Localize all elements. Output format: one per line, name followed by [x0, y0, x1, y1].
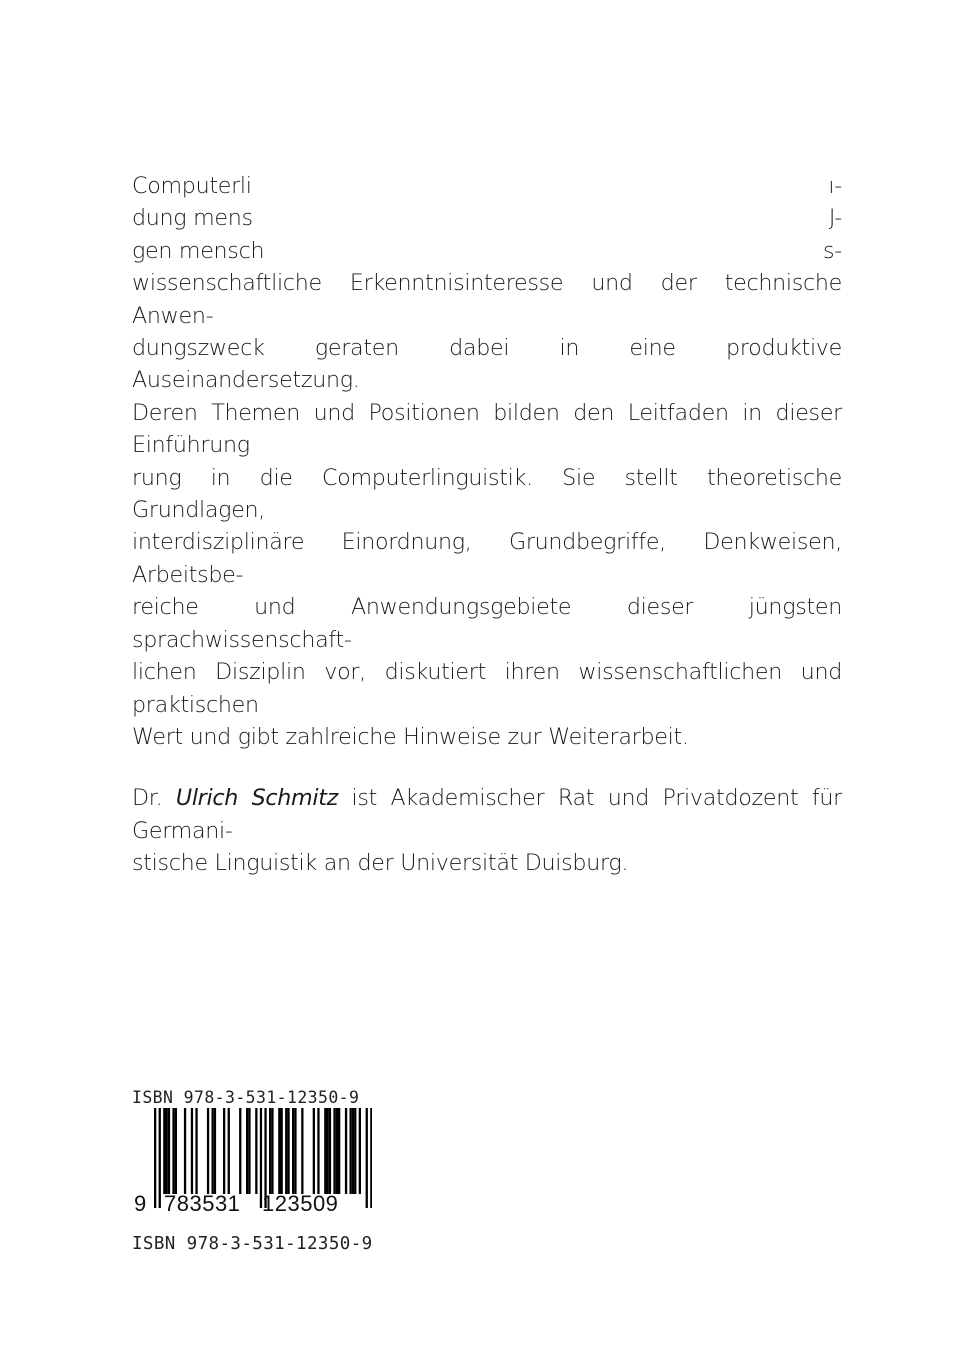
- author-line-1: Dr. Ulrich Schmitz ist Akademischer Rat und Privatdozent für Germani-: [132, 785, 842, 844]
- barcode-bar: [329, 1108, 331, 1194]
- barcode-bar: [271, 1108, 273, 1194]
- ean-first-digit: 9: [134, 1191, 147, 1216]
- blurb-line-8: interdisziplinäre Einordnung, Grundbegriffe, Denkweisen, Arbeitsbe-: [132, 529, 842, 588]
- barcode-bar: [212, 1108, 214, 1194]
- ean-right-group: 123509: [262, 1191, 339, 1216]
- barcode-bar: [195, 1108, 197, 1194]
- barcode-bar: [301, 1108, 303, 1194]
- barcode-guard-bar: [370, 1108, 372, 1208]
- barcode-bar: [327, 1108, 329, 1194]
- barcode-guard-bar: [154, 1108, 156, 1208]
- barcode-bar: [278, 1108, 280, 1194]
- barcode-bar: [172, 1108, 174, 1194]
- isbn-label-bottom: ISBN 978-3-531-12350-9: [132, 1234, 373, 1254]
- barcode-bar: [269, 1108, 271, 1194]
- barcode-guard-bar: [366, 1108, 368, 1208]
- barcode-bar: [239, 1108, 241, 1194]
- author-name: Ulrich Schmitz: [175, 785, 338, 812]
- barcode-bar: [317, 1108, 319, 1194]
- barcode-bar: [223, 1108, 225, 1194]
- barcode-bar: [228, 1108, 230, 1194]
- barcode-bar: [166, 1108, 168, 1194]
- barcode-bar: [313, 1108, 315, 1194]
- blurb-line-5: dungszweck geraten dabei in eine produktive Auseinandersetzung.: [132, 335, 842, 394]
- barcode-bar: [324, 1108, 326, 1194]
- barcode-bar: [285, 1108, 287, 1194]
- ean-left-group: 783531: [164, 1191, 241, 1216]
- blurb-line-2: dung mens J-: [132, 205, 842, 232]
- blurb-line-4: wissenschaftliche Erkenntnisinteresse und der technische Anwen-: [132, 270, 842, 329]
- blurb-line-7: rung in die Computerlinguistik. Sie stellt theoretische Grundlagen,: [132, 464, 842, 524]
- barcode-bar: [191, 1108, 193, 1194]
- barcode-bar: [168, 1108, 170, 1194]
- paragraph-gap: [132, 753, 842, 782]
- barcode-bar: [350, 1108, 352, 1194]
- blurb-line-6: Deren Themen und Positionen bilden den Leitfaden in dieser Einführung: [132, 399, 842, 459]
- barcode-bar: [354, 1108, 356, 1194]
- barcode-bar: [175, 1108, 177, 1194]
- barcode-bar: [287, 1108, 289, 1194]
- barcode-bar: [333, 1108, 335, 1194]
- author-line-2: stische Linguistik an der Universität Duisburg.: [132, 850, 629, 877]
- barcode-bar: [294, 1108, 296, 1194]
- barcode-bar: [246, 1108, 248, 1194]
- blurb-line-3: gen mensch s-: [132, 237, 842, 264]
- blurb-line-10: lichen Disziplin vor, diskutiert ihren wissenschaftlichen und praktischen: [132, 659, 842, 718]
- barcode-bar: [248, 1108, 250, 1194]
- barcode-guard-bar: [159, 1108, 161, 1208]
- barcode-bar: [359, 1108, 361, 1194]
- barcode-bar: [292, 1108, 294, 1194]
- blurb-text: [132, 170, 842, 880]
- barcode-bar: [352, 1108, 354, 1194]
- barcode-bar: [338, 1108, 340, 1194]
- barcode-bar: [207, 1108, 209, 1194]
- blurb-line-1: Computerli ı-: [132, 173, 842, 199]
- barcode-bar: [184, 1108, 186, 1194]
- isbn-label-top: ISBN 978-3-531-12350-9: [132, 1088, 360, 1107]
- barcode-bar: [214, 1108, 216, 1194]
- barcode-bar: [163, 1108, 165, 1194]
- blurb-line-11: Wert und gibt zahlreiche Hinweise zur Weiterarbeit.: [132, 723, 689, 750]
- barcode-bar: [281, 1108, 283, 1194]
- barcode-bar: [345, 1108, 347, 1194]
- blurb-line-9: reiche und Anwendungsgebiete dieser jüngsten sprachwissenschaft-: [132, 594, 842, 653]
- barcode-bar: [336, 1108, 338, 1194]
- barcode-bar: [255, 1108, 257, 1194]
